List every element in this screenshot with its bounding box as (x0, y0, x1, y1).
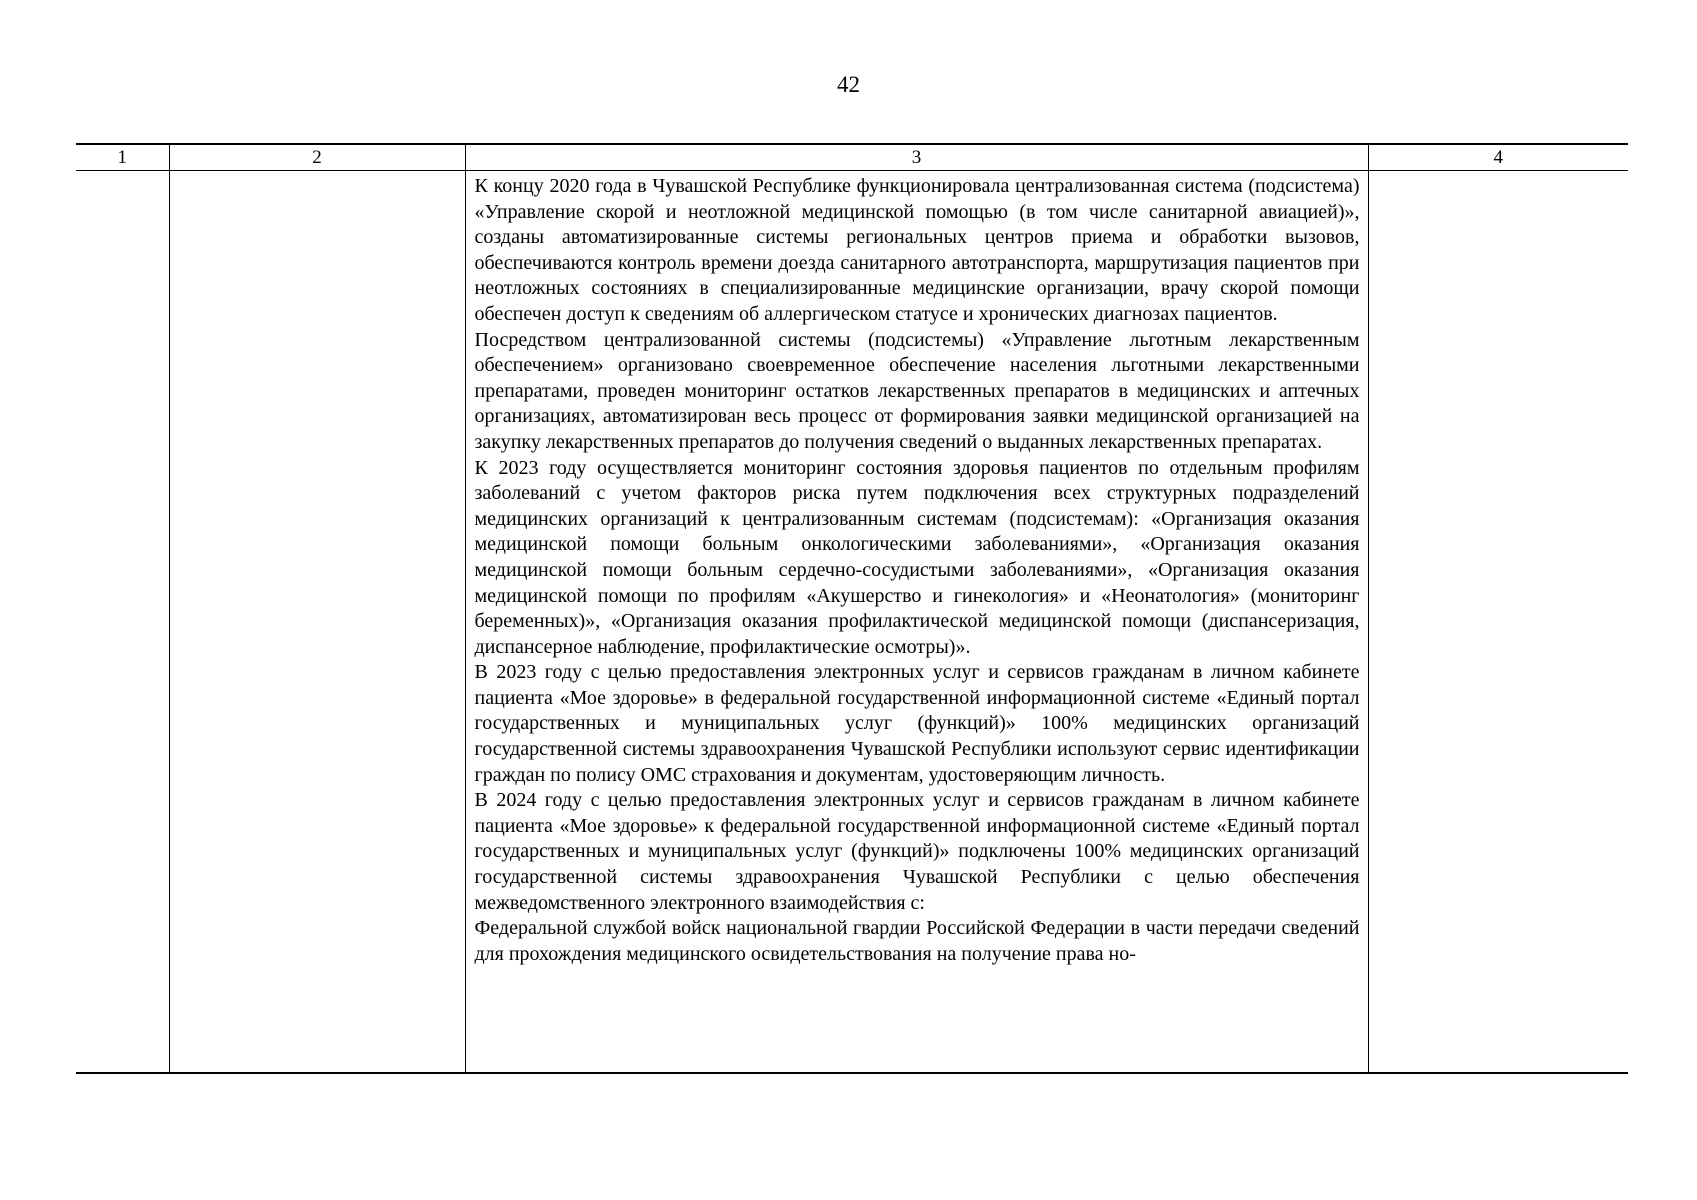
paragraph: В 2024 году с целью предоставления электронных услуг и сервисов гражданам в личном кабинете пациента «Мое здоровье» к федеральной государственной информационной системе «Единый портал государственных и муниципальных услуг (функций)» подключены 100% медицинских организаций государственной системы здравоохранения Чувашской Республики с целью обеспечения межведомственного электронного взаимодействия с: (474, 789, 1360, 914)
paragraph: Федеральной службой войск национальной гвардии Российской Федерации в части передачи сведений для прохождения медицинского освидетельствования на получение права но- (474, 917, 1360, 965)
document-table (76, 143, 1628, 1074)
cell-col-1 (76, 171, 169, 1074)
page-number: 42 (837, 72, 860, 97)
column-header-1: 1 (76, 144, 169, 171)
column-header-2: 2 (169, 144, 465, 171)
paragraph: К концу 2020 года в Чувашской Республике функционировала централизованная система (подсистема) «Управление скорой и неотложной медицинской помощью (в том числе санитарной авиацией)», созданы автоматизированные системы региональных центров приема и обработки вызовов, обеспечиваются контроль времени доезда санитарного автотранспорта, маршрутизация пациентов при неотложных состояниях в специализированные медицинские организации, врачу скорой помощи обеспечен доступ к сведениям об аллергическом статусе и хронических диагнозах пациентов. (474, 175, 1360, 325)
cell-col-3 (465, 171, 1368, 1074)
paragraph: Посредством централизованной системы (подсистемы) «Управление льготным лекарственным обеспечением» организовано своевременное обеспечение населения льготными лекарственными препаратами, проведен мониторинг остатков лекарственных препаратов в медицинских и аптечных организациях, автоматизирован весь процесс от формирования заявки медицинской организацией на закупку лекарственных препаратов до получения сведений о выданных лекарственных препаратах. (474, 328, 1360, 453)
paragraph: В 2023 году с целью предоставления электронных услуг и сервисов гражданам в личном кабинете пациента «Мое здоровье» в федеральной государственной информационной системе «Единый портал государственных и муниципальных услуг (функций)» 100% медицинских организаций государственной системы здравоохранения Чувашской Республики используют сервис идентификации граждан по полису ОМС страхования и документам, удостоверяющим личность. (474, 661, 1360, 786)
cell-col-2 (169, 171, 465, 1074)
paragraph: К 2023 году осуществляется мониторинг состояния здоровья пациентов по отдельным профилям заболеваний с учетом факторов риска путем подключения всех структурных подразделений медицинских организаций к централизованным системам (подсистемам): «Организация оказания медицинской помощи больным онкологическими заболеваниями», «Организация оказания медицинской помощи больным сердечно-сосудистыми заболеваниями», «Организация оказания медицинской помощи по профилям «Акушерство и гинекология» и «Неонатология» (мониторинг беременных)», «Организация оказания профилактической медицинской помощи (диспансеризация, диспансерное наблюдение, профилактические осмотры)». (474, 456, 1360, 658)
table-row (76, 171, 1628, 1074)
column-header-4: 4 (1368, 144, 1628, 171)
cell-col-4 (1368, 171, 1628, 1074)
table-header-row (76, 144, 1628, 171)
column-header-3: 3 (465, 144, 1368, 171)
